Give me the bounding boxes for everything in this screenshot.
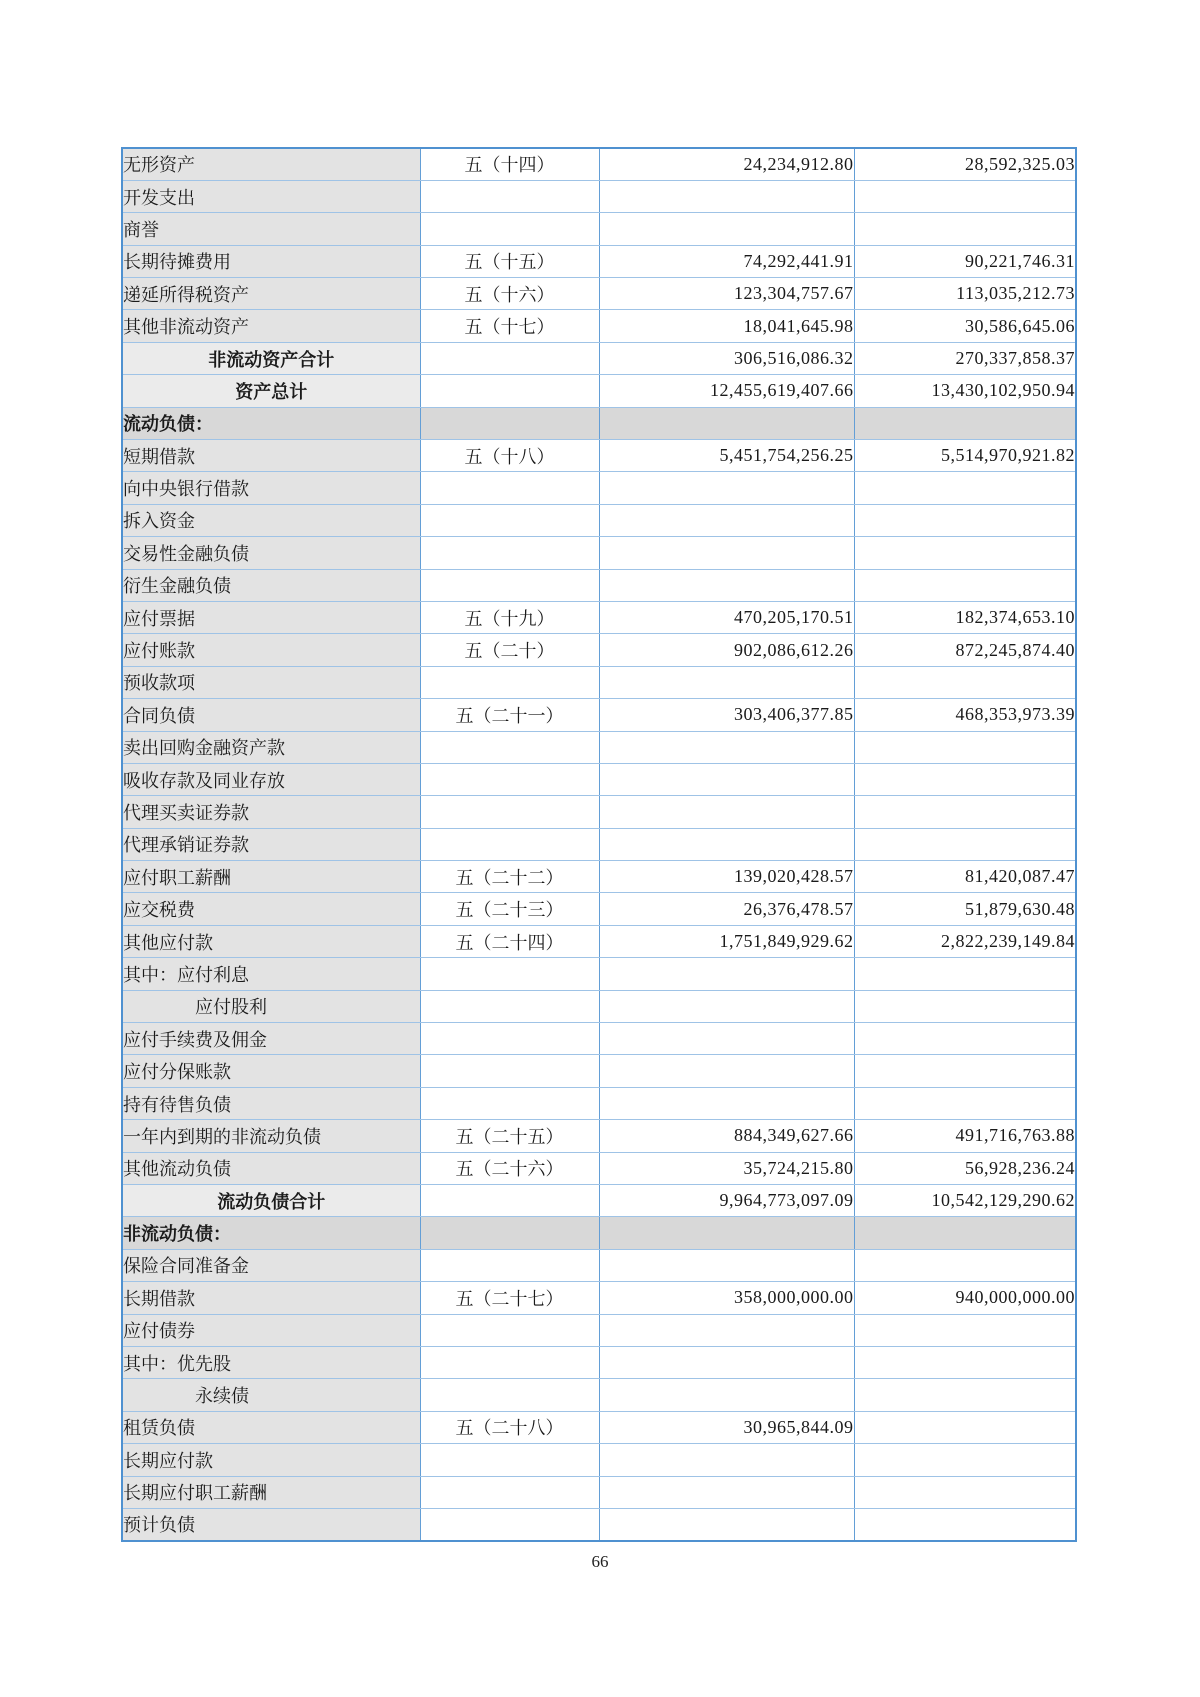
note-cell — [420, 504, 599, 536]
current-period-amount-cell — [599, 731, 854, 763]
item-label-cell: 向中央银行借款 — [122, 472, 420, 504]
table-row — [122, 1023, 1076, 1055]
item-label-cell: 卖出回购金融资产款 — [122, 731, 420, 763]
table-row — [122, 1185, 1076, 1217]
item-label-cell: 拆入资金 — [122, 504, 420, 536]
note-cell — [420, 1217, 599, 1249]
note-cell — [420, 796, 599, 828]
item-label-cell: 预收款项 — [122, 666, 420, 698]
table-row — [122, 1314, 1076, 1346]
prior-period-amount-cell — [854, 666, 1076, 698]
current-period-amount-cell: 5,451,754,256.25 — [599, 440, 854, 472]
prior-period-amount-cell — [854, 1217, 1076, 1249]
current-period-amount-cell — [599, 1217, 854, 1249]
current-period-amount-cell — [599, 796, 854, 828]
current-period-amount-cell: 26,376,478.57 — [599, 893, 854, 925]
table-row — [122, 1120, 1076, 1152]
table-row — [122, 893, 1076, 925]
table-row — [122, 569, 1076, 601]
table-row — [122, 180, 1076, 212]
prior-period-amount-cell: 81,420,087.47 — [854, 861, 1076, 893]
note-cell: 五（十八） — [420, 440, 599, 472]
prior-period-amount-cell — [854, 1508, 1076, 1541]
prior-period-amount-cell — [854, 1411, 1076, 1443]
prior-period-amount-cell: 30,586,645.06 — [854, 310, 1076, 342]
current-period-amount-cell — [599, 666, 854, 698]
note-cell: 五（二十四） — [420, 925, 599, 957]
note-cell: 五（十六） — [420, 278, 599, 310]
table-row — [122, 828, 1076, 860]
prior-period-amount-cell: 10,542,129,290.62 — [854, 1185, 1076, 1217]
prior-period-amount-cell — [854, 796, 1076, 828]
item-label-cell: 租赁负债 — [122, 1411, 420, 1443]
table-row — [122, 666, 1076, 698]
current-period-amount-cell — [599, 180, 854, 212]
table-row — [122, 148, 1076, 180]
prior-period-amount-cell: 491,716,763.88 — [854, 1120, 1076, 1152]
prior-period-amount-cell — [854, 472, 1076, 504]
current-period-amount-cell: 470,205,170.51 — [599, 601, 854, 633]
prior-period-amount-cell — [854, 407, 1076, 439]
item-label-cell: 其中：应付利息 — [122, 958, 420, 990]
table-row — [122, 1217, 1076, 1249]
prior-period-amount-cell: 13,430,102,950.94 — [854, 375, 1076, 407]
item-label-cell: 短期借款 — [122, 440, 420, 472]
table-row — [122, 440, 1076, 472]
item-label-cell: 一年内到期的非流动负债 — [122, 1120, 420, 1152]
prior-period-amount-cell — [854, 180, 1076, 212]
table-row — [122, 763, 1076, 795]
table-row — [122, 699, 1076, 731]
note-cell — [420, 1023, 599, 1055]
current-period-amount-cell — [599, 1087, 854, 1119]
table-row — [122, 1444, 1076, 1476]
prior-period-amount-cell — [854, 504, 1076, 536]
current-period-amount-cell: 139,020,428.57 — [599, 861, 854, 893]
prior-period-amount-cell — [854, 1055, 1076, 1087]
item-label-cell: 应付账款 — [122, 634, 420, 666]
note-cell — [420, 1087, 599, 1119]
prior-period-amount-cell — [854, 537, 1076, 569]
balance-sheet-table-wrap — [121, 147, 1075, 1542]
note-cell: 五（二十八） — [420, 1411, 599, 1443]
current-period-amount-cell: 18,041,645.98 — [599, 310, 854, 342]
item-label-cell: 应付职工薪酬 — [122, 861, 420, 893]
table-row — [122, 472, 1076, 504]
current-period-amount-cell: 24,234,912.80 — [599, 148, 854, 180]
current-period-amount-cell: 306,516,086.32 — [599, 342, 854, 374]
table-row — [122, 310, 1076, 342]
table-row — [122, 731, 1076, 763]
current-period-amount-cell: 303,406,377.85 — [599, 699, 854, 731]
note-cell: 五（二十） — [420, 634, 599, 666]
table-row — [122, 601, 1076, 633]
table-row — [122, 1508, 1076, 1541]
current-period-amount-cell: 35,724,215.80 — [599, 1152, 854, 1184]
note-cell — [420, 569, 599, 601]
item-label-cell: 应付分保账款 — [122, 1055, 420, 1087]
note-cell — [420, 1055, 599, 1087]
current-period-amount-cell — [599, 537, 854, 569]
item-label-cell: 长期应付款 — [122, 1444, 420, 1476]
note-cell: 五（二十三） — [420, 893, 599, 925]
current-period-amount-cell: 12,455,619,407.66 — [599, 375, 854, 407]
prior-period-amount-cell — [854, 569, 1076, 601]
note-cell — [420, 407, 599, 439]
item-label-cell: 应付股利 — [122, 990, 420, 1022]
current-period-amount-cell: 884,349,627.66 — [599, 1120, 854, 1152]
prior-period-amount-cell: 51,879,630.48 — [854, 893, 1076, 925]
note-cell — [420, 180, 599, 212]
note-cell — [420, 666, 599, 698]
current-period-amount-cell — [599, 958, 854, 990]
table-row — [122, 958, 1076, 990]
table-row — [122, 1411, 1076, 1443]
prior-period-amount-cell: 28,592,325.03 — [854, 148, 1076, 180]
current-period-amount-cell — [599, 1314, 854, 1346]
prior-period-amount-cell — [854, 828, 1076, 860]
current-period-amount-cell — [599, 1055, 854, 1087]
note-cell — [420, 342, 599, 374]
item-label-cell: 资产总计 — [122, 375, 420, 407]
note-cell — [420, 1476, 599, 1508]
current-period-amount-cell — [599, 1023, 854, 1055]
note-cell — [420, 1379, 599, 1411]
table-row — [122, 1249, 1076, 1281]
table-row — [122, 796, 1076, 828]
item-label-cell: 交易性金融负债 — [122, 537, 420, 569]
item-label-cell: 其他应付款 — [122, 925, 420, 957]
note-cell — [420, 1314, 599, 1346]
item-label-cell: 永续债 — [122, 1379, 420, 1411]
current-period-amount-cell — [599, 1444, 854, 1476]
item-label-cell: 递延所得税资产 — [122, 278, 420, 310]
current-period-amount-cell — [599, 828, 854, 860]
table-row — [122, 342, 1076, 374]
item-label-cell: 应付票据 — [122, 601, 420, 633]
table-row — [122, 375, 1076, 407]
current-period-amount-cell: 30,965,844.09 — [599, 1411, 854, 1443]
table-row — [122, 278, 1076, 310]
prior-period-amount-cell: 113,035,212.73 — [854, 278, 1076, 310]
prior-period-amount-cell — [854, 1444, 1076, 1476]
prior-period-amount-cell: 940,000,000.00 — [854, 1282, 1076, 1314]
item-label-cell: 吸收存款及同业存放 — [122, 763, 420, 795]
note-cell: 五（十四） — [420, 148, 599, 180]
item-label-cell: 预计负债 — [122, 1508, 420, 1541]
current-period-amount-cell — [599, 1346, 854, 1378]
table-row — [122, 1055, 1076, 1087]
note-cell — [420, 472, 599, 504]
note-cell: 五（二十二） — [420, 861, 599, 893]
item-label-cell: 非流动负债： — [122, 1217, 420, 1249]
item-label-cell: 持有待售负债 — [122, 1087, 420, 1119]
table-row — [122, 1379, 1076, 1411]
item-label-cell: 其他流动负债 — [122, 1152, 420, 1184]
item-label-cell: 开发支出 — [122, 180, 420, 212]
prior-period-amount-cell — [854, 1249, 1076, 1281]
note-cell — [420, 375, 599, 407]
note-cell — [420, 763, 599, 795]
note-cell — [420, 537, 599, 569]
note-cell — [420, 1185, 599, 1217]
note-cell — [420, 828, 599, 860]
note-cell: 五（二十一） — [420, 699, 599, 731]
balance-sheet-table — [121, 147, 1077, 1542]
table-row — [122, 1346, 1076, 1378]
table-row — [122, 634, 1076, 666]
table-row — [122, 245, 1076, 277]
item-label-cell: 非流动资产合计 — [122, 342, 420, 374]
note-cell: 五（十九） — [420, 601, 599, 633]
table-row — [122, 990, 1076, 1022]
current-period-amount-cell — [599, 1508, 854, 1541]
prior-period-amount-cell — [854, 1023, 1076, 1055]
note-cell: 五（十五） — [420, 245, 599, 277]
current-period-amount-cell: 358,000,000.00 — [599, 1282, 854, 1314]
prior-period-amount-cell — [854, 1476, 1076, 1508]
prior-period-amount-cell — [854, 1379, 1076, 1411]
prior-period-amount-cell — [854, 990, 1076, 1022]
current-period-amount-cell — [599, 990, 854, 1022]
current-period-amount-cell: 123,304,757.67 — [599, 278, 854, 310]
table-row — [122, 537, 1076, 569]
current-period-amount-cell — [599, 569, 854, 601]
item-label-cell: 应付债券 — [122, 1314, 420, 1346]
current-period-amount-cell — [599, 1249, 854, 1281]
page-number: 66 — [591, 1552, 609, 1571]
item-label-cell: 长期应付职工薪酬 — [122, 1476, 420, 1508]
note-cell — [420, 213, 599, 245]
note-cell — [420, 1249, 599, 1281]
note-cell: 五（二十五） — [420, 1120, 599, 1152]
prior-period-amount-cell — [854, 213, 1076, 245]
table-row — [122, 407, 1076, 439]
prior-period-amount-cell: 56,928,236.24 — [854, 1152, 1076, 1184]
current-period-amount-cell: 902,086,612.26 — [599, 634, 854, 666]
item-label-cell: 商誉 — [122, 213, 420, 245]
prior-period-amount-cell — [854, 1314, 1076, 1346]
prior-period-amount-cell: 872,245,874.40 — [854, 634, 1076, 666]
item-label-cell: 合同负债 — [122, 699, 420, 731]
item-label-cell: 无形资产 — [122, 148, 420, 180]
current-period-amount-cell: 74,292,441.91 — [599, 245, 854, 277]
current-period-amount-cell — [599, 763, 854, 795]
item-label-cell: 应付手续费及佣金 — [122, 1023, 420, 1055]
prior-period-amount-cell: 468,353,973.39 — [854, 699, 1076, 731]
prior-period-amount-cell — [854, 763, 1076, 795]
item-label-cell: 保险合同准备金 — [122, 1249, 420, 1281]
item-label-cell: 流动负债： — [122, 407, 420, 439]
table-row — [122, 1152, 1076, 1184]
item-label-cell: 长期待摊费用 — [122, 245, 420, 277]
current-period-amount-cell — [599, 213, 854, 245]
table-row — [122, 1476, 1076, 1508]
table-row — [122, 213, 1076, 245]
current-period-amount-cell — [599, 1476, 854, 1508]
prior-period-amount-cell: 90,221,746.31 — [854, 245, 1076, 277]
note-cell — [420, 1346, 599, 1378]
table-row — [122, 1087, 1076, 1119]
prior-period-amount-cell — [854, 731, 1076, 763]
current-period-amount-cell — [599, 1379, 854, 1411]
note-cell: 五（二十六） — [420, 1152, 599, 1184]
current-period-amount-cell: 1,751,849,929.62 — [599, 925, 854, 957]
note-cell — [420, 1508, 599, 1541]
current-period-amount-cell: 9,964,773,097.09 — [599, 1185, 854, 1217]
note-cell — [420, 731, 599, 763]
table-row — [122, 925, 1076, 957]
item-label-cell: 应交税费 — [122, 893, 420, 925]
prior-period-amount-cell — [854, 958, 1076, 990]
prior-period-amount-cell: 5,514,970,921.82 — [854, 440, 1076, 472]
current-period-amount-cell — [599, 472, 854, 504]
note-cell — [420, 1444, 599, 1476]
item-label-cell: 长期借款 — [122, 1282, 420, 1314]
table-row — [122, 504, 1076, 536]
current-period-amount-cell — [599, 407, 854, 439]
table-row — [122, 861, 1076, 893]
note-cell: 五（十七） — [420, 310, 599, 342]
item-label-cell: 流动负债合计 — [122, 1185, 420, 1217]
note-cell — [420, 990, 599, 1022]
note-cell — [420, 958, 599, 990]
note-cell: 五（二十七） — [420, 1282, 599, 1314]
prior-period-amount-cell: 2,822,239,149.84 — [854, 925, 1076, 957]
table-row — [122, 1282, 1076, 1314]
prior-period-amount-cell — [854, 1087, 1076, 1119]
item-label-cell: 代理买卖证券款 — [122, 796, 420, 828]
item-label-cell: 其中：优先股 — [122, 1346, 420, 1378]
item-label-cell: 代理承销证券款 — [122, 828, 420, 860]
item-label-cell: 其他非流动资产 — [122, 310, 420, 342]
current-period-amount-cell — [599, 504, 854, 536]
item-label-cell: 衍生金融负债 — [122, 569, 420, 601]
prior-period-amount-cell: 182,374,653.10 — [854, 601, 1076, 633]
prior-period-amount-cell — [854, 1346, 1076, 1378]
prior-period-amount-cell: 270,337,858.37 — [854, 342, 1076, 374]
